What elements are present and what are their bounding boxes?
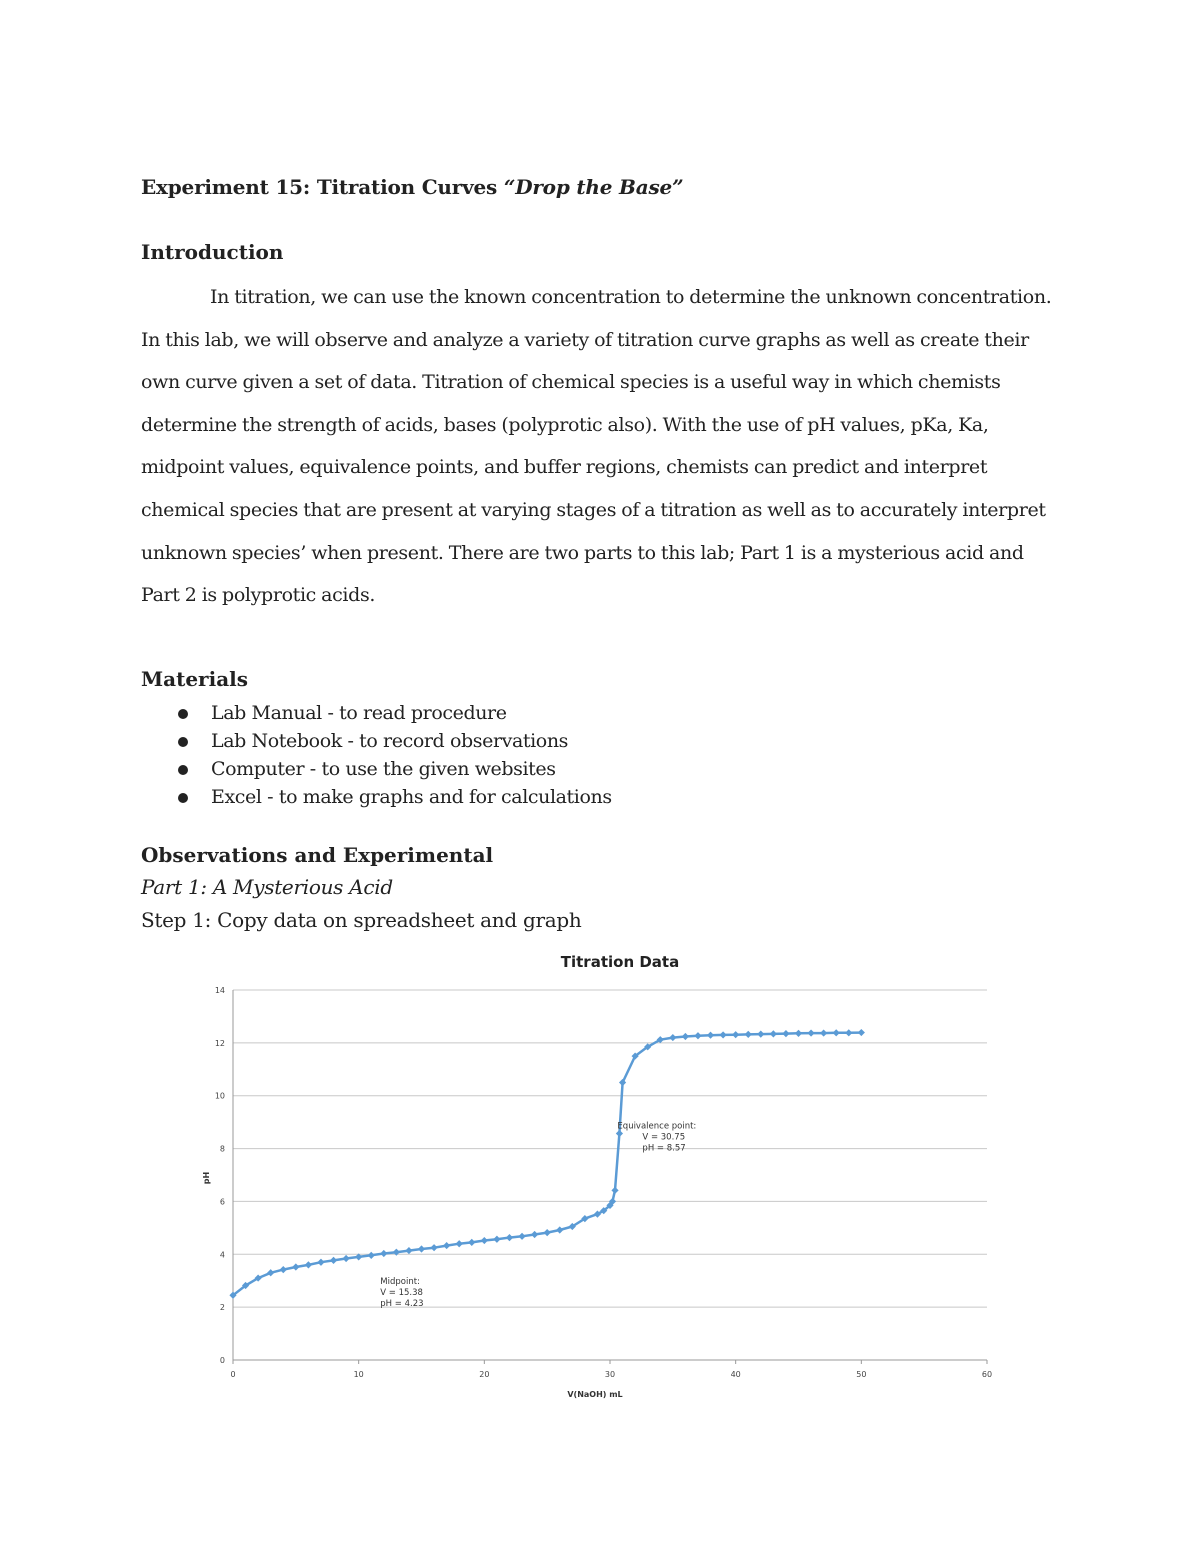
step1-label: Step 1: Copy data on spreadsheet and graph	[141, 908, 582, 932]
data-point	[292, 1263, 299, 1270]
data-point	[305, 1261, 312, 1268]
data-point	[770, 1030, 777, 1037]
data-point	[720, 1031, 727, 1038]
annotation-label: Equivalence point:	[617, 1121, 697, 1132]
list-item-text: Lab Manual - to read procedure	[211, 702, 507, 724]
annotation-label: pH = 4.23	[380, 1299, 424, 1310]
bullet-icon	[178, 737, 188, 747]
data-point	[368, 1252, 375, 1259]
data-point	[833, 1029, 840, 1036]
data-point	[518, 1233, 525, 1240]
data-point	[707, 1032, 714, 1039]
list-item-text: Computer - to use the given websites	[211, 758, 556, 780]
data-point	[430, 1244, 437, 1251]
observations-heading: Observations and Experimental	[141, 843, 494, 867]
y-tick-label: 4	[219, 1250, 225, 1260]
data-point	[611, 1187, 618, 1194]
list-item	[176, 755, 612, 783]
x-tick-label: 10	[353, 1370, 364, 1379]
data-point	[745, 1031, 752, 1038]
x-axis-label: V(NaOH) mL	[567, 1390, 623, 1399]
introduction-paragraph: In titration, we can use the known concentration to determine the unknown concentration. In this lab, we will observe and analyze a variety of titration curve graphs as well as create their own curve given a set of data. Titration of chemical species is a useful way in which chemists determine the strength of acids, bases (polyprotic also). With the use of pH values, pKa, Ka, midpoint values, equivalence points, and buffer regions, chemists can predict and interpret chemical species that are present at varying stages of a titration as well as to accurately interpret unknown species’ when present. There are two parts to this lab; Part 1 is a mysterious acid and Part 2 is polyprotic acids.	[141, 286, 1052, 607]
data-point	[330, 1257, 337, 1264]
x-tick-label: 60	[981, 1370, 993, 1379]
data-point	[807, 1029, 814, 1036]
data-point	[267, 1269, 274, 1276]
bullet-icon	[178, 793, 188, 803]
materials-list	[176, 699, 612, 811]
data-point	[380, 1250, 387, 1257]
x-tick-label: 40	[730, 1370, 741, 1379]
data-point	[468, 1239, 475, 1246]
data-point	[820, 1029, 827, 1036]
titration-chart	[195, 945, 1015, 1405]
part1-label: Part 1: A Mysterious Acid	[141, 875, 393, 899]
x-tick-label: 0	[230, 1370, 236, 1379]
y-tick-label: 6	[219, 1197, 225, 1207]
data-point	[544, 1229, 551, 1236]
y-axis-label: pH	[202, 1171, 211, 1185]
list-item-text: Lab Notebook - to record observations	[211, 730, 569, 752]
data-point	[418, 1245, 425, 1252]
chart-title: Titration Data	[560, 953, 680, 971]
annotation-label: Midpoint:	[380, 1277, 420, 1288]
annotation-label: V = 15.38	[380, 1288, 423, 1299]
y-tick-label: 14	[214, 986, 225, 995]
y-tick-label: 0	[219, 1356, 225, 1365]
data-point	[280, 1266, 287, 1273]
x-tick-label: 50	[856, 1370, 867, 1379]
materials-heading: Materials	[141, 667, 249, 691]
data-point	[845, 1029, 852, 1036]
document-title	[141, 175, 683, 199]
data-point	[795, 1030, 802, 1037]
list-item	[176, 699, 612, 727]
data-point	[493, 1236, 500, 1243]
bullet-icon	[178, 709, 188, 719]
list-item	[176, 727, 612, 755]
data-point	[317, 1259, 324, 1266]
data-point	[456, 1240, 463, 1247]
data-point	[443, 1242, 450, 1249]
data-point	[481, 1237, 488, 1244]
data-point	[858, 1029, 865, 1036]
data-point	[757, 1031, 764, 1038]
x-tick-label: 30	[604, 1370, 616, 1379]
annotation-label: V = 30.75	[642, 1132, 686, 1143]
data-point	[782, 1030, 789, 1037]
data-point	[732, 1031, 739, 1038]
data-point	[556, 1226, 563, 1233]
data-point	[405, 1247, 412, 1254]
data-point	[343, 1255, 350, 1262]
title-main: Experiment 15: Titration Curves	[141, 175, 504, 199]
data-point	[694, 1032, 701, 1039]
list-item-text: Excel - to make graphs and for calculations	[211, 786, 612, 808]
introduction-heading: Introduction	[141, 240, 284, 264]
y-tick-label: 8	[219, 1144, 225, 1154]
data-point	[531, 1231, 538, 1238]
data-point	[669, 1034, 676, 1041]
data-point	[506, 1234, 513, 1241]
series-line	[233, 1033, 861, 1299]
y-tick-label: 10	[214, 1091, 225, 1101]
x-tick-label: 20	[479, 1370, 490, 1379]
y-tick-label: 12	[214, 1038, 225, 1048]
title-emphasis: “Drop the Base”	[503, 175, 684, 199]
y-tick-label: 2	[219, 1303, 225, 1313]
annotation-label: pH = 8.57	[642, 1143, 686, 1154]
data-point	[682, 1033, 689, 1040]
bullet-icon	[178, 765, 188, 775]
list-item	[176, 783, 612, 811]
